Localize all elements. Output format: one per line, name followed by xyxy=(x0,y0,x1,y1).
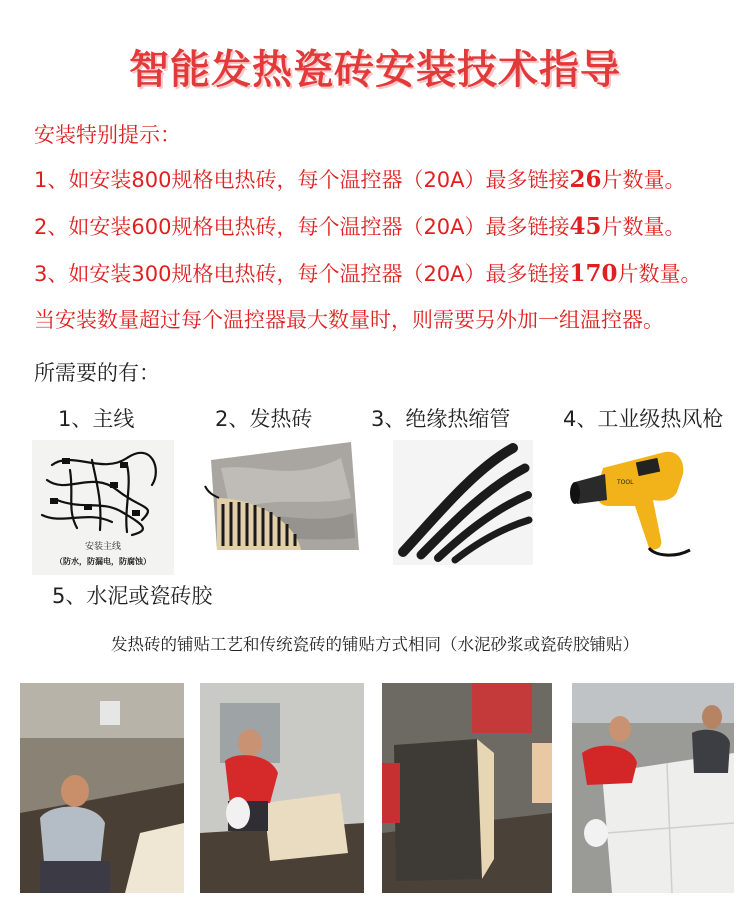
install-photo-1 xyxy=(20,683,184,893)
item-label-heat-shrink-tube: 3、绝缘热缩管 xyxy=(371,407,511,431)
notice-heading: 安装特别提示： xyxy=(34,123,181,147)
notice-line-1-suffix: 片数量。 xyxy=(601,168,686,192)
install-photo-4 xyxy=(572,683,734,893)
item-label-main-wire: 1、主线 xyxy=(58,407,135,431)
svg-text:TOOL: TOOL xyxy=(617,479,634,486)
heating-tile-photo xyxy=(201,438,366,556)
main-wire-caption-1: 安装主线 xyxy=(84,542,122,552)
notice-line-2-text: 2、如安装600规格电热砖，每个温控器（20A）最多链接 xyxy=(34,215,570,239)
notice-line-2-suffix: 片数量。 xyxy=(601,215,686,239)
install-photo-2 xyxy=(200,683,364,893)
notice-footer: 当安装数量超过每个温控器最大数量时，则需要另外加一组温控器。 xyxy=(34,308,664,332)
item-label-heat-gun: 4、工业级热风枪 xyxy=(563,407,724,431)
heat-gun-photo xyxy=(565,440,705,565)
notice-line-1-count: 26 xyxy=(569,166,602,193)
notice-line-1 xyxy=(34,156,734,203)
needs-heading: 所需要的有： xyxy=(34,361,160,385)
installation-notice xyxy=(34,120,734,344)
notice-line-3-count: 170 xyxy=(569,260,618,287)
notice-line-3 xyxy=(34,250,734,297)
notice-line-1-text: 1、如安装800规格电热砖，每个温控器（20A）最多链接 xyxy=(34,168,570,192)
notice-line-2 xyxy=(34,203,734,250)
item-label-cement: 5、水泥或瓷砖胶 xyxy=(52,584,213,608)
item-label-heating-tile: 2、发热砖 xyxy=(215,407,313,431)
install-photo-3 xyxy=(382,683,552,893)
heat-shrink-tube-photo xyxy=(393,440,533,565)
notice-line-3-suffix: 片数量。 xyxy=(617,262,702,286)
notice-line-3-text: 3、如安装300规格电热砖，每个温控器（20A）最多链接 xyxy=(34,262,570,286)
main-wire-photo xyxy=(32,440,174,575)
process-caption: 发热砖的铺贴工艺和传统瓷砖的铺贴方式相同（水泥砂浆或瓷砖胶铺贴） xyxy=(111,635,639,654)
notice-line-2-count: 45 xyxy=(569,213,602,240)
page-title: 智能发热瓷砖安装技术指导 xyxy=(129,47,621,93)
main-wire-caption-2: （防水，防漏电，防腐蚀） xyxy=(55,557,151,566)
